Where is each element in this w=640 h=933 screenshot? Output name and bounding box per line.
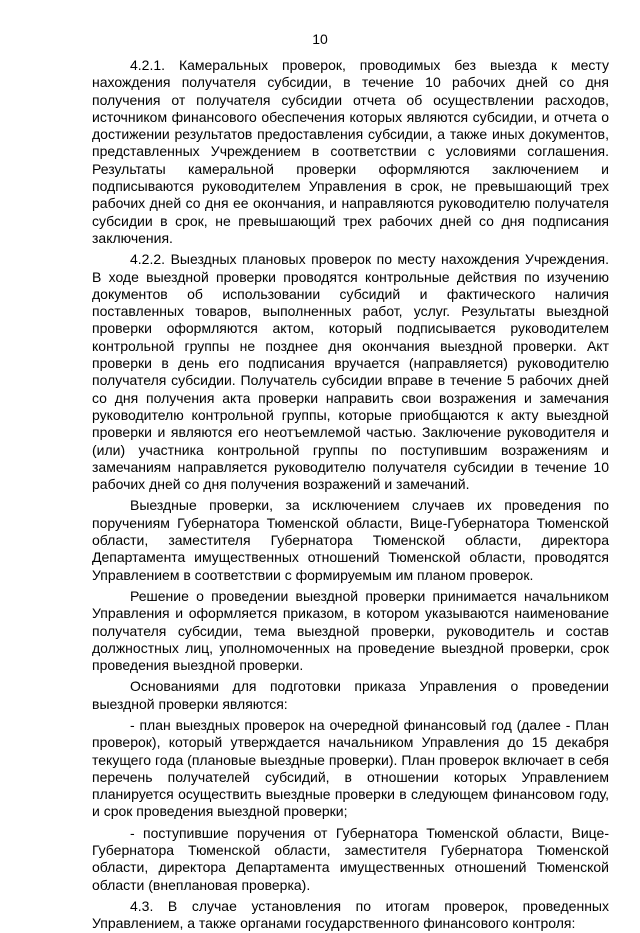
paragraph-field-inspections: Выездные проверки, за исключением случаев их проведения по поручениям Губернатора Тюменской области, Вице-Губернатора Тюменской области, заместителя Губернатора Тюменской области, директора Департамента имущественных отношений Тюменской области, проводятся Управлением в соответствии с формируемым им планом проверок. bbox=[92, 497, 609, 583]
paragraph-4-2-2: 4.2.2. Выездных плановых проверок по месту нахождения Учреждения. В ходе выездной проверки проводятся контрольные действия по изучению документов об использовании субсидий и фактического наличия поставленных товаров, выполненных работ, услуг. Результаты выездной проверки оформляются актом, который подписывается руководителем контрольной группы не позднее дня окончания выездной проверки. Акт проверки в день его подписания вручается (направляется) руководителю получателя субсидии. Получатель субсидии вправе в течение 5 рабочих дней со дня получения акта проверки направить свои возражения и замечания руководителю контрольной группы, которые приобщаются к акту выездной проверки и являются его неотъемлемой частью. Заключение руководителя и (или) участника контрольной группы по поступившим возражениям и замечаниям направляется руководителю получателя субсидии в течение 10 рабочих дней со дня получения возражений и замечаний. bbox=[92, 251, 609, 493]
paragraph-4-3: 4.3. В случае установления по итогам проверок, проведенных Управлением, а также органами государственного финансового контроля: bbox=[92, 897, 609, 932]
list-item-inspection-plan: - план выездных проверок на очередной финансовый год (далее - План проверок), который утверждается начальником Управления до 15 декабря текущего года (плановые выездные проверки). План проверок включает в себя перечень получателей субсидий, в отношении которых Управлением планируется осуществить выездные проверки в следующем финансовом году, и срок проведения выездной проверки; bbox=[92, 716, 609, 820]
page-number: 10 bbox=[312, 31, 328, 47]
paragraph-order-grounds: Основаниями для подготовки приказа Управления о проведении выездной проверки являются: bbox=[92, 678, 609, 712]
paragraph-inspection-decision: Решение о проведении выездной проверки принимается начальником Управления и оформляется приказом, в котором указываются наименование получателя субсидии, тема выездной проверки, руководитель и состав должностных лиц, уполномоченных на проведение выездной проверки, срок проведения выездной проверки. bbox=[92, 587, 609, 674]
paragraph-4-2-1: 4.2.1. Камеральных проверок, проводимых без выезда к месту нахождения получателя субсидии, в течение 10 рабочих дней со дня получения от получателя субсидии отчета об осуществлении расходов, источником финансового обеспечения которых являются субсидии, и отчета о достижении результатов предоставления субсидии, а также иных документов, представленных Учреждением в соответствии с условиями соглашения. Результаты камеральной проверки оформляются заключением и подписываются руководителем Управления в срок, не превышающий трех рабочих дней со дня ее окончания, и направляются руководителю получателя субсидии в срок, не превышающий трех рабочих дней со дня подписания заключения. bbox=[92, 57, 609, 246]
document-body bbox=[92, 57, 609, 933]
list-item-governor-instructions: - поступившие поручения от Губернатора Тюменской области, Вице-Губернатора Тюменской области, заместителя Губернатора Тюменской области, директора Департамента имущественных отношений Тюменской области (внеплановая проверка). bbox=[92, 824, 609, 893]
